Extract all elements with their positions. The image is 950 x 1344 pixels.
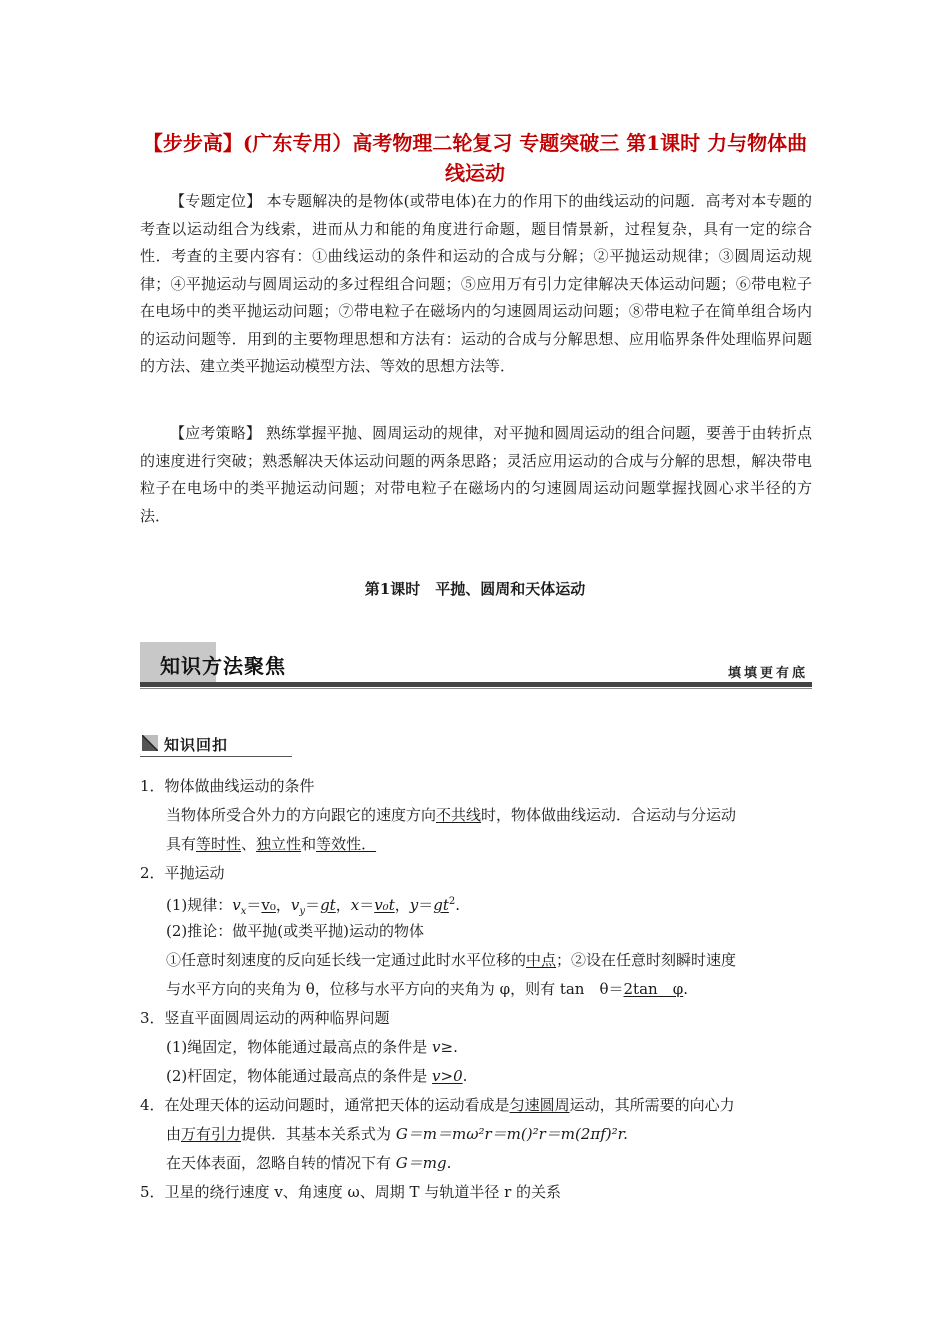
diagonal-corner-icon xyxy=(142,735,158,751)
item-4-line-3: 在天体表面，忽略自转的情况下有 G＝mg. xyxy=(166,1154,452,1172)
item-2-inference-label: (2)推论：做平抛(或类平抛)运动的物体 xyxy=(166,922,424,940)
blank-not-collinear: 不共线 xyxy=(436,806,482,824)
item-4-line-2: 由万有引力提供．其基本关系式为 G＝m＝mω²r＝m()²r＝m(2πf)²r. xyxy=(166,1125,628,1143)
banner-thick-rule xyxy=(140,682,812,687)
knowledge-review-subhead xyxy=(140,732,292,760)
blank-gravitation: 万有引力 xyxy=(181,1125,242,1143)
item-4-line-1: 4．在处理天体的运动问题时，通常把天体的运动看成是匀速圆周运动，其所需要的向心力 xyxy=(140,1096,735,1114)
blank-independence: 独立性 xyxy=(256,835,302,853)
item-3-heading: 3．竖直平面圆周运动的两种临界问题 xyxy=(140,1009,390,1027)
surface-gravity-formula: G＝mg. xyxy=(395,1154,452,1172)
blank-x: v₀t xyxy=(374,896,395,914)
topic-positioning-paragraph: 【专题定位】 本专题解决的是物体(或带电体)在力的作用下的曲线运动的问题．高考对本专题的考查以运动组合为线索，进而从力和能的角度进行命题，题目情景新，过程复杂，具有一定的综合性．考查的主要内容有：①曲线运动的条件和运动的合成与分解；②平抛运动规律；③圆周运动规律；④平抛运动与圆周运动的多过程组合问题；⑤应用万有引力定律解决天体运动问题；⑥带电粒子在电场中的类平抛运动问题；⑦带电粒子在磁场内的匀速圆周运动问题；⑧带电粒子在简单组合场内的运动问题等．用到的主要物理思想和方法有：运动的合成与分解思想、应用临界条件处理临界问题的方法、建立类平抛运动模型方法、等效的思想方法等． xyxy=(140,192,812,375)
item-5-heading: 5．卫星的绕行速度 v、角速度 ω、周期 T 与轨道半径 r 的关系 xyxy=(140,1183,562,1201)
exam-strategy-paragraph: 【应考策略】 熟练掌握平抛、圆周运动的规律，对平抛和圆周运动的组合问题，要善于由转折点的速度进行突破；熟悉解决天体运动问题的两条思路；灵活应用运动的合成与分解的思想，解决带电粒子在电场中的类平抛运动问题；对带电粒子在磁场内的匀速圆周运动问题掌握找圆心求半径的方法． xyxy=(140,424,812,525)
blank-v-positive: v>0 xyxy=(432,1067,463,1085)
blank-2tan: 2tan φ xyxy=(623,980,684,998)
blank-vy: gt xyxy=(320,896,336,914)
item-2-inference-line-2: 与水平方向的夹角为 θ，位移与水平方向的夹角为 φ，则有 tan θ＝2tan φ. xyxy=(166,980,688,998)
item-2-heading: 2．平抛运动 xyxy=(140,864,225,882)
blank-midpoint: 中点 xyxy=(526,951,557,969)
blank-equivalence: 等效性． xyxy=(316,835,377,853)
blank-vx: v₀ xyxy=(261,896,276,914)
banner-slogan: 填填更有底 xyxy=(727,666,808,681)
gravitation-formula: G＝m＝mω²r＝m()²r＝m(2πf)²r. xyxy=(395,1125,628,1143)
item-1-line-2: 具有等时性、独立性和等效性． xyxy=(166,835,377,853)
section-title: 第1课时 平抛、圆周和天体运动 xyxy=(364,580,586,598)
item-2-law-line: (1)规律：$v_x=v_0$，$v_y=gt$，x＝v₀t，$y=gt^2$. xyxy=(166,896,461,917)
item-1-heading: 1．物体做曲线运动的条件 xyxy=(140,777,315,795)
blank-y: gt xyxy=(433,896,449,914)
item-3-rope-line: (1)绳固定，物体能通过最高点的条件是 v≥. xyxy=(166,1038,458,1056)
item-1-line-1: 当物体所受合外力的方向跟它的速度方向不共线时，物体做曲线运动．合运动与分运动 xyxy=(166,806,737,824)
blank-isochronism: 等时性 xyxy=(196,835,242,853)
banner-title: 知识方法聚焦 xyxy=(160,654,286,678)
item-3-rod-line: (2)杆固定，物体能通过最高点的条件是 v>0. xyxy=(166,1067,468,1085)
item-2-inference-line-1: ①任意时刻速度的反向延长线一定通过此时水平位移的中点；②设在任意时刻瞬时速度 xyxy=(166,951,737,969)
blank-uniform-circular: 匀速圆周 xyxy=(509,1096,570,1114)
document-title: 【步步高】(广东专用）高考物理二轮复习 专题突破三 第1课时 力与物体曲线运动 xyxy=(142,131,808,185)
banner-thin-rule xyxy=(140,688,812,689)
subhead-title: 知识回扣 xyxy=(164,736,229,754)
subhead-rule xyxy=(140,756,292,757)
knowledge-banner xyxy=(140,642,812,690)
